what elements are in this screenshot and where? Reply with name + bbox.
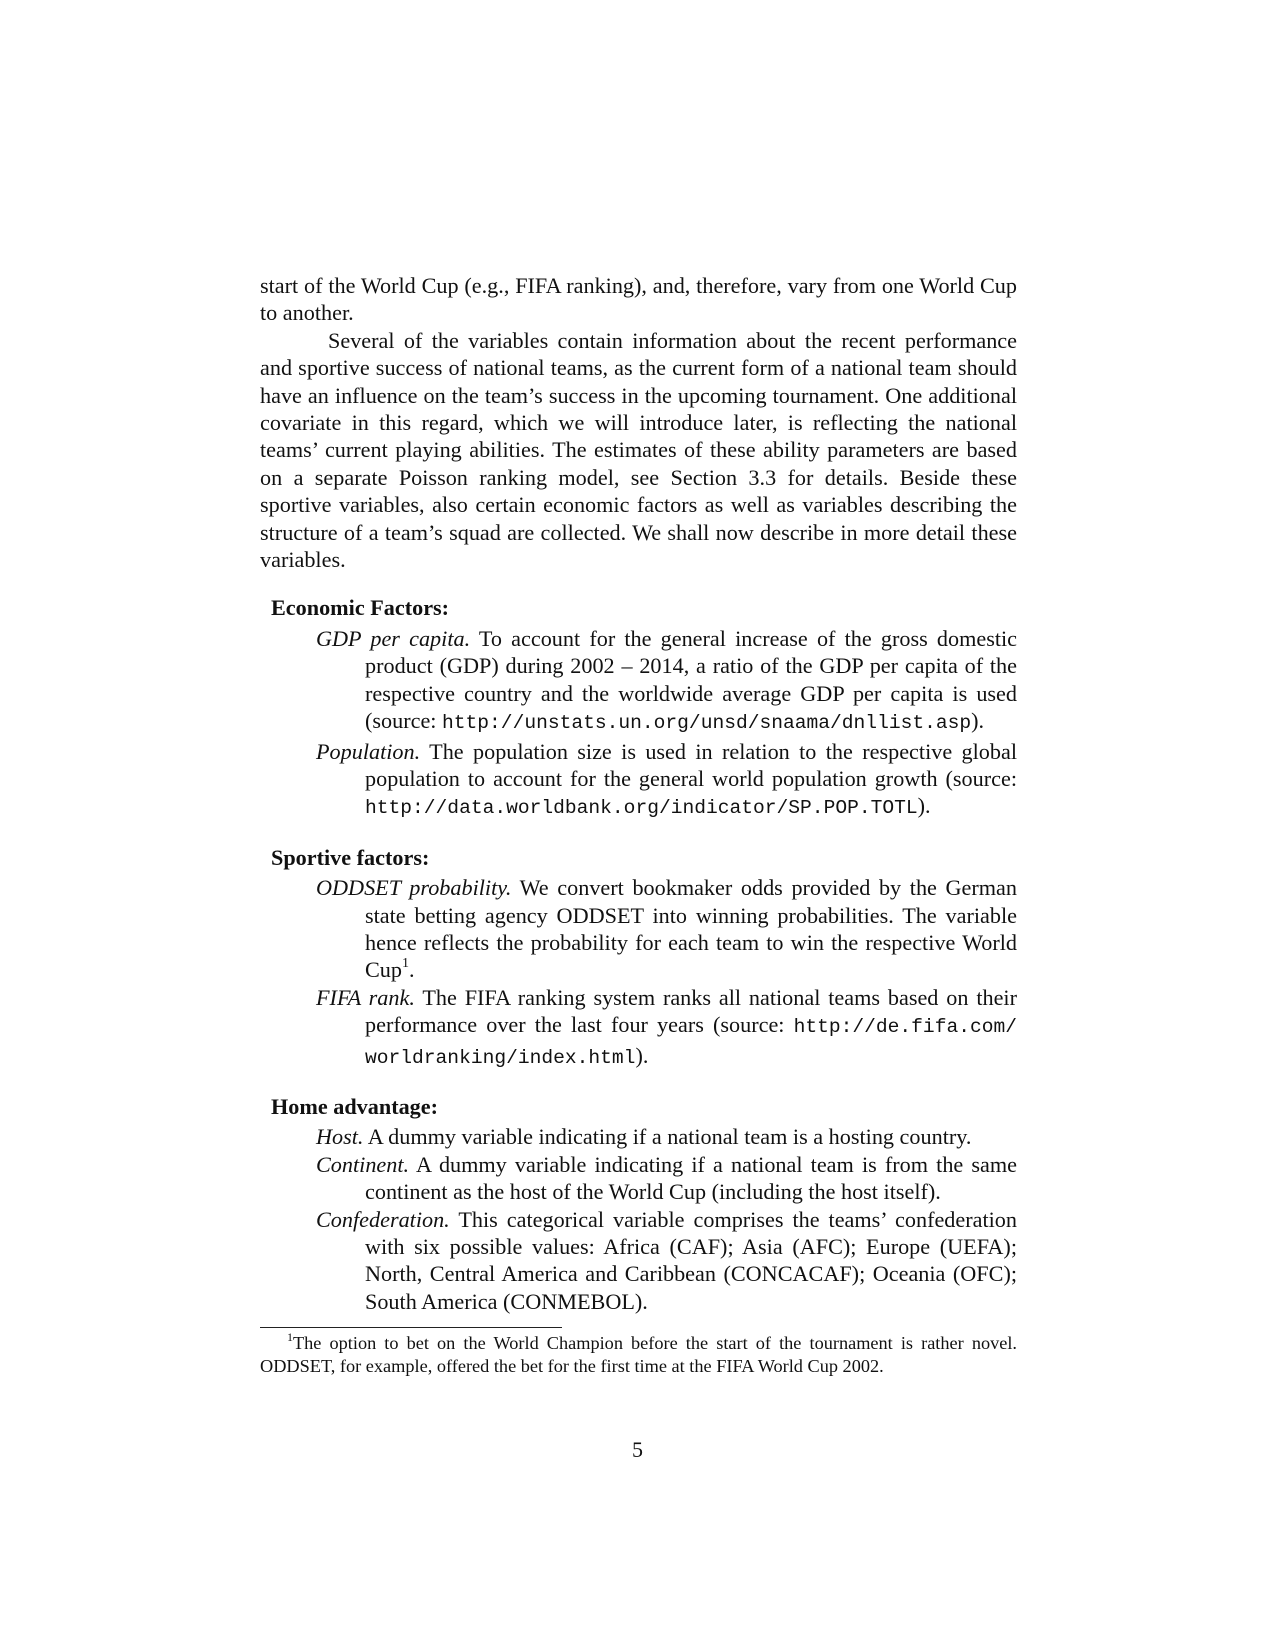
term-oddset-probability: ODDSET probability. — [316, 875, 512, 901]
section-economic-factors — [260, 594, 1017, 822]
footnote-divider — [260, 1327, 562, 1328]
section-heading-economic: Economic Factors: — [271, 595, 450, 621]
page-body — [260, 272, 1017, 1378]
term-population: Population. — [316, 738, 421, 764]
description-gdp-per-capita: To account for the general increase of the gross domestic product (GDP) during 2002 – 2014, a ratio of the GDP per capita of the respective country and the worldwide average GDP per capita is used (source: — [365, 625, 1017, 734]
description-oddset-probability: We convert bookmaker odds provided by the German state betting agency ODDSET into winning probabilities. The variable hence reflects the probability for each team to win the respective World Cup — [365, 875, 1017, 983]
footnote-text: The option to bet on the World Champion before the start of the tournament is rather novel. ODDSET, for example, offered the bet for the first time at the FIFA World Cup 2002. — [260, 1333, 1017, 1377]
entry-gdp-per-capita — [316, 625, 1017, 738]
description-host: A dummy variable indicating if a national team is a hosting country. — [367, 1124, 972, 1150]
section-sportive-factors — [260, 844, 1017, 1072]
source-link-worldbank[interactable]: http://data.worldbank.org/indicator/SP.POP.TOTL — [365, 797, 918, 820]
term-gdp-per-capita: GDP per capita. — [316, 625, 471, 651]
term-continent: Continent. — [316, 1151, 410, 1177]
entry-population — [316, 738, 1017, 823]
section-heading-sportive: Sportive factors: — [271, 844, 430, 870]
page-number: 5 — [632, 1437, 643, 1462]
term-confederation: Confederation. — [316, 1206, 450, 1232]
source-link-fifa-part1[interactable]: http://de.fifa.com/ — [793, 1016, 1017, 1039]
paragraph-variables-overview: Several of the variables contain information about the recent performance and sportive success of national teams, as the current form of a national team should have an influence on the team’s success in the upcoming tournament. One additional covariate in this regard, which we will introduce later, is reflecting the national teams’ current playing abilities. The estimates of these ability parameters are based on a separate Poisson ranking model, see Section 3.3 for details. Beside these sportive variables, also certain economic factors as well as variables describing the structure of a team’s squad are collected. We shall now describe in more detail these variables. — [260, 327, 1017, 573]
description-population: The population size is used in relation to the respective global population to account for the general world population growth (source: — [365, 738, 1017, 791]
closing-fifa: ). — [635, 1042, 649, 1068]
source-link-unstats[interactable]: http://unstats.un.org/unsd/snaama/dnllist.asp — [442, 712, 972, 735]
closing-oddset: . — [409, 957, 415, 983]
source-link-fifa-part2[interactable]: worldranking/index.html — [365, 1046, 636, 1069]
footnote-mark: 1 — [287, 1330, 293, 1345]
closing-gdp: ). — [971, 708, 985, 734]
entry-host — [316, 1123, 1017, 1150]
footnote — [260, 1332, 1017, 1378]
section-home-advantage — [260, 1093, 1017, 1315]
entry-oddset-probability — [316, 874, 1017, 984]
entry-continent — [316, 1151, 1017, 1206]
section-heading-home: Home advantage: — [271, 1093, 439, 1119]
description-continent: A dummy variable indicating if a national team is from the same continent as the host of the World Cup (including the host itself). — [365, 1151, 1018, 1205]
footnote-reference[interactable]: 1 — [402, 955, 409, 971]
description-fifa-rank: The FIFA ranking system ranks all national teams based on their performance over the last four years (source: — [365, 984, 1017, 1038]
term-host: Host. — [316, 1124, 364, 1150]
term-fifa-rank: FIFA rank. — [316, 984, 415, 1010]
closing-population: ). — [917, 793, 931, 819]
entry-confederation — [316, 1206, 1017, 1316]
description-confederation: This categorical variable comprises the teams’ confederation with six possible values: Africa (CAF); Asia (AFC); Europe (UEFA); North, Central America and Caribbean (CONCACAF); Oceania (OFC); South America (CONMEBOL). — [365, 1206, 1017, 1314]
paragraph-intro-continuation: start of the World Cup (e.g., FIFA ranking), and, therefore, vary from one World Cup to another. — [260, 273, 1017, 326]
entry-fifa-rank — [316, 984, 1017, 1072]
